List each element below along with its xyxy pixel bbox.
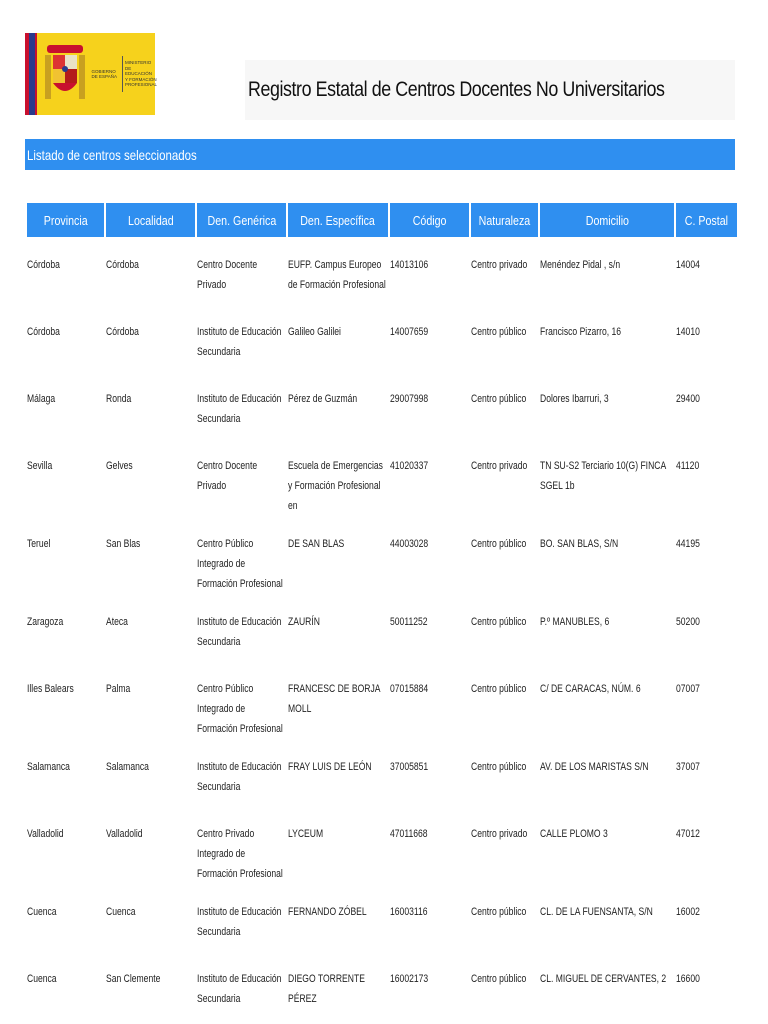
den-generica-cell: Centro Docente Privado [197,460,258,492]
domicilio-cell: P.º MANUBLES, 6 [540,616,610,628]
localidad-cell: Gelves [106,460,133,472]
codigo-cell: 29007998 [390,393,429,405]
column-header-localidad[interactable]: Localidad [106,203,195,237]
provincia-cell: Cuenca [27,906,57,918]
naturaleza-cell: Centro público [471,973,527,985]
domicilio-cell: CL. DE LA FUENSANTA, S/N [540,906,653,918]
column-header-naturaleza[interactable]: Naturaleza [471,203,538,237]
provincia-cell: Sevilla [27,460,53,472]
table-row [27,594,737,661]
naturaleza-cell: Centro público [471,761,527,773]
localidad-cell: San Clemente [106,973,161,985]
domicilio-cell: Menéndez Pidal , s/n [540,259,621,271]
provincia-cell: Zaragoza [27,616,64,628]
table-row [27,661,737,739]
den-especifica-cell: LYCEUM [288,828,324,840]
codigo-cell: 41020337 [390,460,429,472]
provincia-cell: Cuenca [27,973,57,985]
column-header-domicilio[interactable]: Domicilio [540,203,674,237]
section-title: Listado de centros seleccionados [27,146,197,163]
codigo-postal-cell: 50200 [676,616,700,628]
table-row [27,951,737,1018]
localidad-cell: Salamanca [106,761,149,773]
provincia-cell: Valladolid [27,828,64,840]
domicilio-cell: AV. DE LOS MARISTAS S/N [540,761,649,773]
den-generica-cell: Centro Público Integrado de Formación Profesional [197,683,283,735]
naturaleza-cell: Centro público [471,538,527,550]
codigo-postal-cell: 16600 [676,973,700,985]
domicilio-cell: Dolores Ibarruri, 3 [540,393,609,405]
naturaleza-cell: Centro público [471,906,527,918]
table-row [27,371,737,438]
section-header [25,139,735,170]
den-generica-cell: Instituto de Educación Secundaria [197,761,282,793]
localidad-cell: Córdoba [106,326,139,338]
codigo-postal-cell: 14010 [676,326,700,338]
domicilio-cell: Francisco Pizarro, 16 [540,326,622,338]
column-header-provincia[interactable]: Provincia [27,203,104,237]
table-row [27,438,737,516]
column-header-codigo[interactable]: Código [390,203,469,237]
naturaleza-cell: Centro público [471,326,527,338]
den-especifica-cell: DIEGO TORRENTE PÉREZ [288,973,365,1005]
den-especifica-cell: FERNANDO ZÓBEL [288,906,367,918]
table-row [27,304,737,371]
codigo-postal-cell: 29400 [676,393,700,405]
domicilio-cell: C/ DE CARACAS, NÚM. 6 [540,683,641,695]
table-header-row [27,203,737,237]
codigo-cell: 14013106 [390,259,429,271]
naturaleza-cell: Centro privado [471,259,528,271]
ministry-text: MINISTERIO DE EDUCACIÓN Y FORMACIÓN PROFESIONAL [125,60,158,88]
centers-table [25,203,739,1018]
table-row [27,237,737,304]
provincia-cell: Illes Balears [27,683,74,695]
localidad-cell: Cuenca [106,906,136,918]
codigo-cell: 50011252 [390,616,428,628]
column-header-codigo-postal[interactable]: C. Postal [676,203,737,237]
den-especifica-cell: FRANCESC DE BORJA MOLL [288,683,381,715]
den-especifica-cell: DE SAN BLAS [288,538,345,550]
government-logo [25,33,158,115]
den-generica-cell: Centro Público Integrado de Formación Profesional [197,538,283,590]
coat-of-arms-icon [25,33,92,115]
den-generica-cell: Instituto de Educación Secundaria [197,393,282,425]
table-row [27,739,737,806]
domicilio-cell: BO. SAN BLAS, S/N [540,538,619,550]
provincia-cell: Córdoba [27,259,60,271]
codigo-cell: 07015884 [390,683,429,695]
naturaleza-cell: Centro privado [471,828,528,840]
localidad-cell: San Blas [106,538,141,550]
codigo-postal-cell: 44195 [676,538,700,550]
domicilio-cell: CALLE PLOMO 3 [540,828,608,840]
provincia-cell: Málaga [27,393,56,405]
naturaleza-cell: Centro público [471,616,527,628]
codigo-cell: 37005851 [390,761,429,773]
den-especifica-cell: Galileo Galilei [288,326,341,338]
table-row [27,806,737,884]
codigo-cell: 16002173 [390,973,429,985]
localidad-cell: Valladolid [106,828,143,840]
column-header-den-especifica[interactable]: Den. Específica [288,203,388,237]
naturaleza-cell: Centro público [471,393,527,405]
page-title: Registro Estatal de Centros Docentes No Universitarios [248,78,665,101]
den-generica-cell: Instituto de Educación Secundaria [197,616,282,648]
codigo-postal-cell: 47012 [676,828,700,840]
den-especifica-cell: EUFP. Campus Europeo de Formación Profesional [288,259,386,291]
localidad-cell: Córdoba [106,259,139,271]
localidad-cell: Palma [106,683,131,695]
naturaleza-cell: Centro privado [471,460,528,472]
localidad-cell: Ateca [106,616,128,628]
provincia-cell: Córdoba [27,326,60,338]
table-row [27,884,737,951]
codigo-cell: 47011668 [390,828,428,840]
den-generica-cell: Instituto de Educación Secundaria [197,906,282,938]
provincia-cell: Teruel [27,538,51,550]
naturaleza-cell: Centro público [471,683,527,695]
column-header-den-generica[interactable]: Den. Genérica [197,203,286,237]
den-especifica-cell: ZAURÍN [288,616,320,628]
provincia-cell: Salamanca [27,761,70,773]
den-generica-cell: Centro Privado Integrado de Formación Profesional [197,828,283,880]
codigo-postal-cell: 07007 [676,683,700,695]
table-row [27,516,737,594]
codigo-cell: 44003028 [390,538,429,550]
localidad-cell: Ronda [106,393,132,405]
title-bar [245,60,735,120]
codigo-cell: 16003116 [390,906,428,918]
codigo-postal-cell: 16002 [676,906,700,918]
den-generica-cell: Centro Docente Privado [197,259,258,291]
domicilio-cell: CL. MIGUEL DE CERVANTES, 2 [540,973,667,985]
domicilio-cell: TN SU-S2 Terciario 10(G) FINCA SGEL 1b [540,460,666,492]
den-especifica-cell: Pérez de Guzmán [288,393,358,405]
codigo-postal-cell: 41120 [676,460,700,472]
codigo-postal-cell: 37007 [676,761,700,773]
den-generica-cell: Instituto de Educación Secundaria [197,326,282,358]
codigo-cell: 14007659 [390,326,429,338]
den-generica-cell: Instituto de Educación Secundaria [197,973,282,1005]
codigo-postal-cell: 14004 [676,259,700,271]
den-especifica-cell: Escuela de Emergencias y Formación Profesional en [288,460,383,512]
government-text: GOBIERNO DE ESPAÑA [91,68,117,79]
den-especifica-cell: FRAY LUIS DE LEÓN [288,761,372,773]
